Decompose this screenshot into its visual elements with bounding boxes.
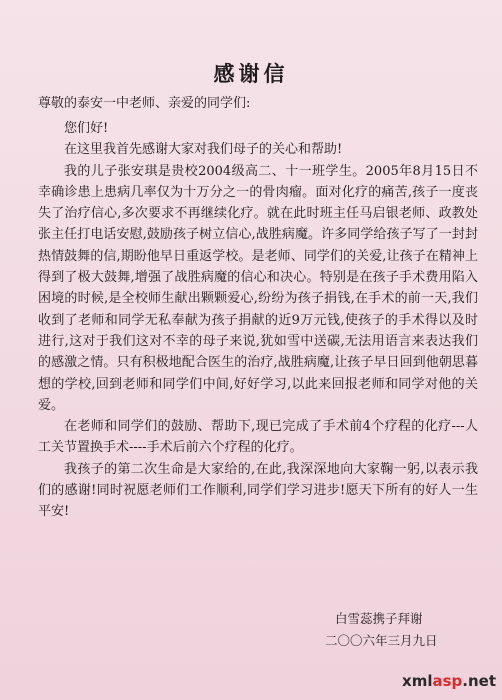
treatment-paragraph: 在老师和同学们的鼓励、帮助下,现已完成了手术前4个疗程的化疗---人工关节置换手术----手术后前六个疗程的化疗。	[38, 419, 478, 456]
greeting-paragraph: 您们好!	[64, 121, 109, 136]
closing-paragraph: 我孩子的第二次生命是大家给的,在此,我深深地向大家鞠一躬,以表示我们的感谢!同时祝愿老师们工作顺利,同学们学习进步!愿天下所有的好人一生平安!	[38, 461, 478, 520]
watermark-part-1: xml	[402, 672, 433, 690]
letter-salutation: 尊敬的泰安一中老师、亲爱的同学们:	[38, 96, 251, 111]
thanks-paragraph: 在这里我首先感谢大家对我们母子的关心和帮助!	[64, 142, 343, 158]
watermark-part-2: asp	[432, 672, 463, 690]
letter-body	[38, 118, 478, 523]
watermark-part-3: .net	[462, 672, 496, 690]
letter-signature	[325, 608, 438, 652]
signature-name: 白雪蕊携子拜谢	[335, 611, 423, 626]
site-watermark	[402, 672, 496, 690]
signature-date: 二〇〇六年三月九日	[325, 633, 438, 648]
letter-title: 感谢信	[213, 61, 289, 86]
story-paragraph: 我的儿子张安琪是贵校2004级高二、十一班学生。2005年8月15日不幸确诊患上患病几率仅为十万分之一的骨肉瘤。面对化疗的痛苦,孩子一度丧失了治疗信心,多次要求不再继续化疗。就在此时班主任马启银老师、政教处张主任打电话安慰,鼓励孩子树立信心,战胜病魔。许多同学给孩子写了一封封热情鼓舞的信,期盼他早日重返学校。是老师、同学们的关爱,让孩子在精神上得到了极大鼓舞,增强了战胜病魔的信心和决心。特别是在孩子手术费用陷入困境的时候,是全校师生献出颗颗爱心,纷纷为孩子捐钱,在手术的前一天,我们收到了老师和同学无私奉献为孩子捐献的近9万元钱,使孩子的手术得以及时进行,这对于我们这对不幸的母子来说,犹如雪中送碳,无法用语言来表达我们的感激之情。只有积极地配合医生的治疗,战胜病魔,让孩子早日回到他朝思暮想的学校,回到老师和同学们中间,好好学习,以此来回报老师和同学对他的关爱。	[38, 163, 478, 413]
